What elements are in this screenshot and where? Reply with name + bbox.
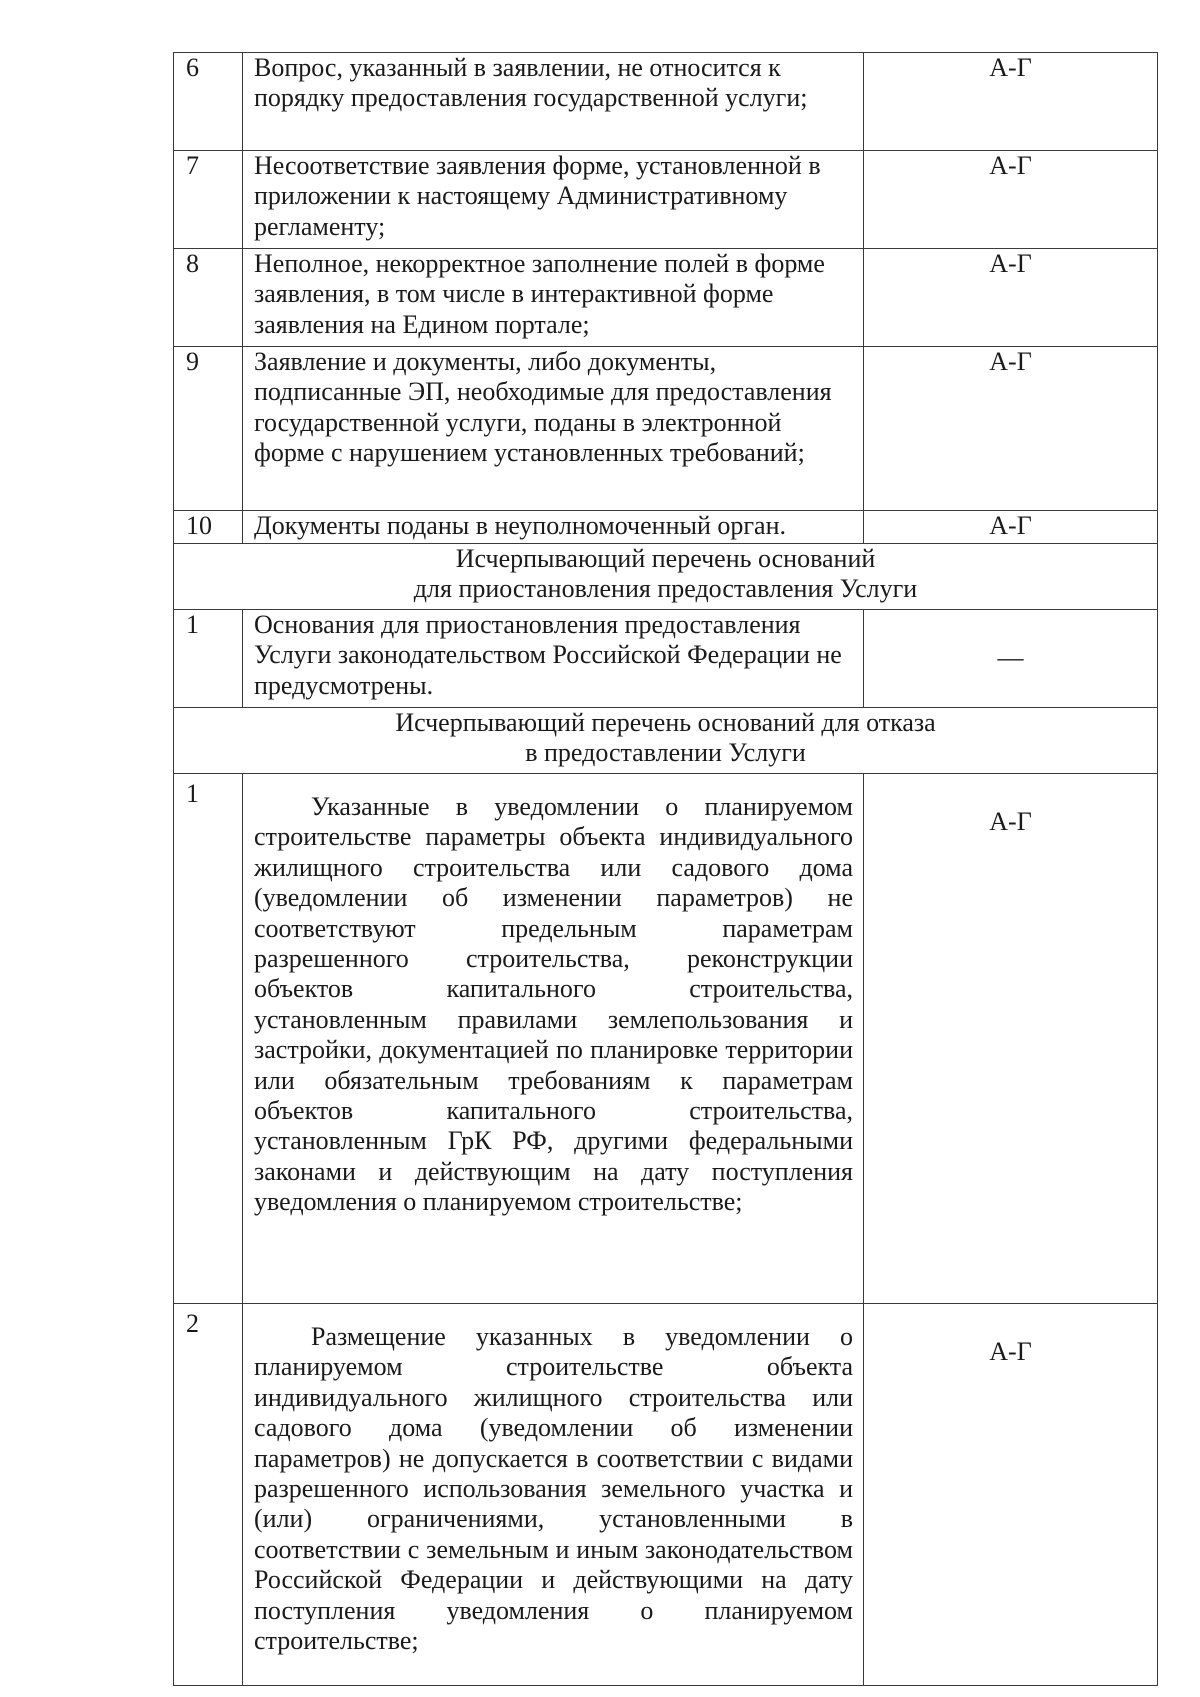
section-title-line: Исчерпывающий перечень оснований [455,544,876,573]
row-code: А-Г [864,347,1158,511]
section-title-line: в предоставлении Услуги [525,738,806,768]
row-text: Документы поданы в неуполномоченный орган. [243,511,864,544]
row-number: 6 [174,53,243,151]
row-number: 1 [174,610,243,708]
section-header-suspend [174,544,1158,610]
row-text: Несоответствие заявления форме, установленной в приложении к настоящему Административному регламенту; [243,151,864,249]
row-number: 8 [174,249,243,347]
row-code: А-Г [864,249,1158,347]
table-row [174,347,1158,511]
table-row [174,151,1158,249]
row-code: А-Г [864,151,1158,249]
section-header-refuse [174,708,1158,774]
table-row [174,249,1158,347]
table-row [174,610,1158,708]
section-title-line: Исчерпывающий перечень оснований для отказа [395,708,936,737]
row-number: 1 [174,774,243,1304]
row-number: 2 [174,1304,243,1686]
row-number: 9 [174,347,243,511]
row-text: Вопрос, указанный в заявлении, не относится к порядку предоставления государственной услуги; [243,53,864,151]
row-number: 7 [174,151,243,249]
row-text: Неполное, некорректное заполнение полей в форме заявления, в том числе в интерактивной форме заявления на Едином портале; [243,249,864,347]
row-text: Основания для приостановления предоставления Услуги законодательством Российской Федерации не предусмотрены. [243,610,864,708]
row-text: Размещение указанных в уведомлении о планируемом строительстве объекта индивидуального жилищного строительства или садового дома (уведомлении об изменении параметров) не допускается в соответствии с видами разрешенного использования земельного участка и (или) ограничениями, установленными в соответствии с земельным и иным законодательством Российской Федерации и действующими на дату поступления уведомления о планируемом строительстве; [243,1304,864,1686]
row-code: А-Г [864,511,1158,544]
table-row [174,774,1158,1304]
row-code: — [864,610,1158,708]
row-code: А-Г [864,53,1158,151]
row-code: А-Г [864,1304,1158,1686]
table-row [174,1304,1158,1686]
row-text: Заявление и документы, либо документы, подписанные ЭП, необходимые для предоставления государственной услуги, поданы в электронной форме с нарушением установленных требований; [243,347,864,511]
row-text: Указанные в уведомлении о планируемом строительстве параметры объекта индивидуального жилищного строительства или садового дома (уведомлении об изменении параметров) не соответствуют предельным параметрам разрешенного строительства, реконструкции объектов капитального строительства, установленным правилами землепользования и застройки, документацией по планировке территории или обязательным требованиям к параметрам объектов капитального строительства, установленным ГрК РФ, другими федеральными законами и действующим на дату поступления уведомления о планируемом строительстве; [243,774,864,1304]
section-title-line: для приостановления предоставления Услуги [413,574,918,604]
grounds-table [173,52,1158,1686]
row-code: А-Г [864,774,1158,1304]
table-row [174,53,1158,151]
section-header-row [174,544,1158,610]
section-header-row [174,708,1158,774]
row-number: 10 [174,511,243,544]
table-row [174,511,1158,544]
